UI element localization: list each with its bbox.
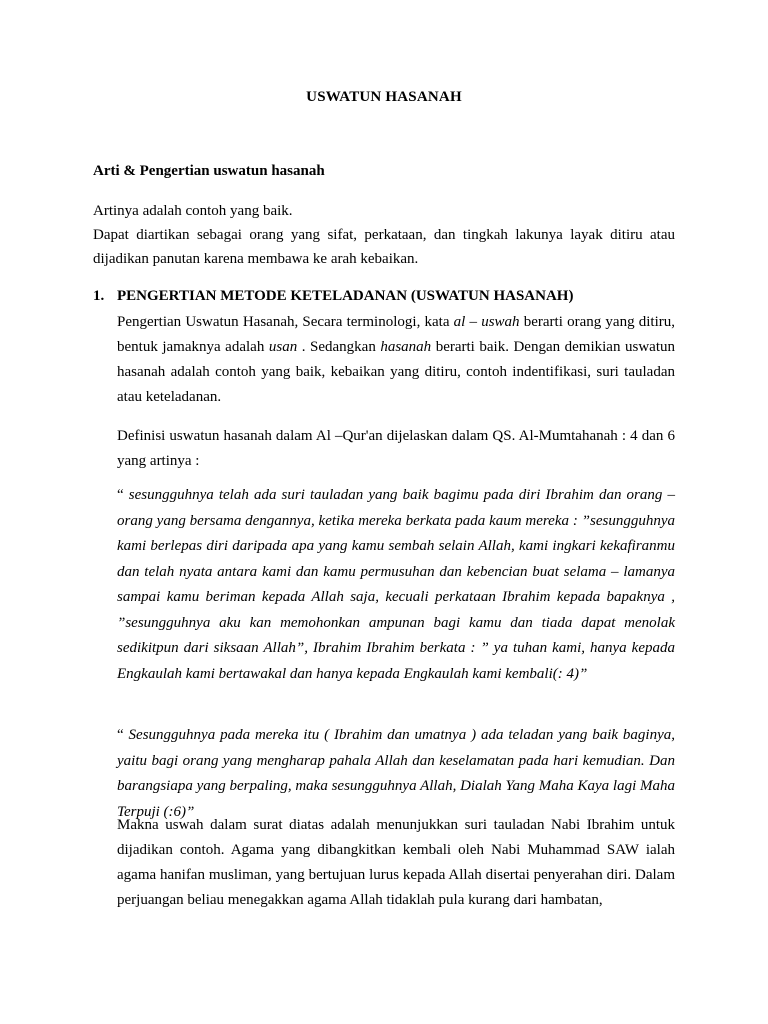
term-al-uswah: al – uswah <box>453 314 520 330</box>
quote-verse-4-body: sesungguhnya telah ada suri tauladan yang baik bagimu pada diri Ibrahim dan orang – orang yang bersama dengannya, ketika mereka berkata pada kaum mereka : ”sesungguhnya kami berlepas diri daripada apa yang kamu sembah selain Allah, kami ingkari kekafiranmu dan telah nyata antara kami dan kamu permusuhan dan kebencian buat selama – lamanya sampai kamu beriman kepada Allah saja, kecuali perkataan Ibrahim kepada bapaknya , ”sesungguhnya aku kan memohonkan ampunan bagi kamu dan tiada dapat menolak sedikitpun dari siksaan Allah”, Ibrahim Ibrahim berkata : ” ya tuhan kami, hanya kepada Engkaulah kami bertawakal dan hanya kepada Engkaulah kami kembali(: 4)” <box>117 487 675 682</box>
list-number: 1. <box>93 288 105 304</box>
term-hasanah: hasanah <box>380 339 432 355</box>
term-usan: usan <box>268 339 298 355</box>
section-heading: Arti & Pengertian uswatun hasanah <box>93 163 325 179</box>
quote-verse-6-text <box>117 723 675 825</box>
paragraph-meaning-text: Makna uswah dalam surat diatas adalah menunjukkan suri tauladan Nabi Ibrahim untuk dijadikan contoh. Agama yang dibangkitkan kembali oleh Nabi Muhammad SAW ialah agama hanifan musliman, yang bertujuan lurus kepada Allah disertai penyerahan diri. Dalam perjuangan beliau menegakkan agama Allah tidaklah pula kurang dari hambatan, <box>117 817 675 908</box>
paragraph-qs-reference-text: Definisi uswatun hasanah dalam Al –Qur'an dijelaskan dalam QS. Al-Mumtahanah : 4 dan 6 yang artinya : <box>117 428 675 469</box>
paragraph-meaning <box>117 813 675 913</box>
quote-open-mark: “ <box>117 487 124 503</box>
intro-line-1: Artinya adalah contoh yang baik. <box>93 203 293 219</box>
intro-block <box>93 199 675 271</box>
quote-open-mark: “ <box>117 727 124 743</box>
paragraph-qs-reference <box>117 424 675 474</box>
quote-verse-6-body: Sesungguhnya pada mereka itu ( Ibrahim dan umatnya ) ada teladan yang baik baginya, yaitu bagi orang yang mengharap pahala Allah dan keselamatan pada hari kemudian. Dan barangsiapa yang berpaling, maka sesungguhnya Allah, Dialah Yang Maha Kaya lagi Maha Terpuji (:6)” <box>117 727 675 820</box>
para1-part-5: . Sedangkan <box>297 339 381 355</box>
para1-part-7: berarti baik. Dengan demikian uswatun hasanah adalah contoh yang baik, kebaikan yang ditiru, contoh indentifikasi, suri tauladan atau keteladanan. <box>117 339 675 405</box>
quote-verse-4 <box>117 483 675 687</box>
numbered-heading-text: PENGERTIAN METODE KETELADANAN (USWATUN HASANAH) <box>117 288 574 304</box>
paragraph-definition-text <box>117 310 675 410</box>
para1-part-1: Pengertian Uswatun Hasanah, Secara terminologi, kata <box>117 314 454 330</box>
quote-verse-4-text <box>117 483 675 687</box>
document-title: USWATUN HASANAH <box>306 89 462 105</box>
para1-part-3: berarti orang yang ditiru, bentuk jamaknya adalah <box>117 314 676 355</box>
intro-line-2: Dapat diartikan sebagai orang yang sifat, perkataan, dan tingkah lakunya layak ditiru atau dijadikan panutan karena membawa ke arah kebaikan. <box>93 227 675 267</box>
paragraph-definition <box>117 310 675 410</box>
quote-verse-6 <box>117 723 675 825</box>
numbered-heading <box>93 287 675 305</box>
